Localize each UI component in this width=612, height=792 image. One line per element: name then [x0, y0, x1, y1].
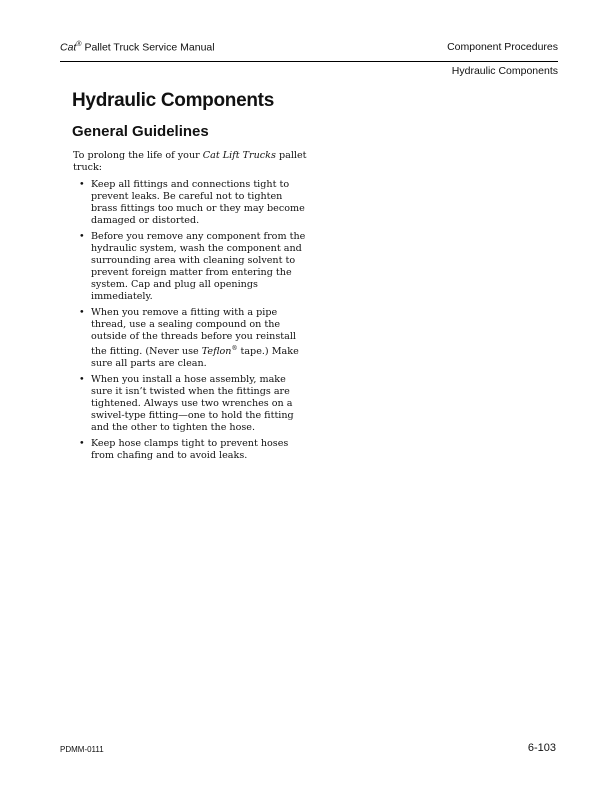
- intro-text: pallet: [275, 150, 307, 161]
- line: sure all parts are clean.: [91, 358, 207, 370]
- list-item: [73, 438, 333, 462]
- line: tightened. Always use two wrenches on a: [91, 398, 293, 410]
- line: thread, use a sealing compound on the: [91, 319, 281, 330]
- text: tape.) Make: [237, 346, 299, 358]
- registered-mark: ®: [76, 41, 82, 48]
- line: • When you install a hose assembly, make: [91, 374, 286, 386]
- section-heading: General Guidelines: [72, 123, 209, 140]
- line: brass fittings too much or they may become: [91, 203, 305, 214]
- line: • When you remove a fitting with a pipe: [91, 307, 278, 318]
- page-title: Hydraulic Components: [72, 90, 274, 111]
- intro-text: To prolong the life of your: [73, 150, 203, 161]
- document-id: PDMM-0111: [60, 745, 104, 754]
- line: system. Cap and plug all openings: [91, 279, 258, 290]
- running-header-subsection: Hydraulic Components: [451, 65, 558, 77]
- manual-title: Pallet Truck Service Manual: [84, 41, 215, 54]
- line: damaged or distorted.: [91, 215, 200, 226]
- line: • Before you remove any component from the: [91, 231, 306, 242]
- line: and the other to tighten the hose.: [91, 422, 256, 434]
- body-text: [73, 150, 333, 466]
- registered-mark: ®: [231, 345, 238, 352]
- line: hydraulic system, wash the component and: [91, 243, 302, 254]
- intro-line: [73, 150, 333, 162]
- line: [91, 343, 333, 358]
- brand-name: Teflon: [201, 346, 232, 358]
- line: surrounding area with cleaning solvent to: [91, 255, 296, 266]
- running-header-title: [60, 41, 215, 54]
- running-header-section: Component Procedures: [447, 41, 558, 53]
- list-item: [73, 231, 333, 303]
- line: • Keep hose clamps tight to prevent hoses: [91, 438, 289, 450]
- intro-line: truck:: [73, 162, 103, 173]
- line: from chafing and to avoid leaks.: [91, 450, 248, 462]
- line: outside of the threads before you reinstall: [91, 331, 296, 342]
- list-item: [73, 179, 333, 227]
- list-item: [73, 307, 333, 370]
- page-number: 6-103: [527, 742, 556, 754]
- line: prevent foreign matter from entering the: [91, 267, 292, 278]
- line: prevent leaks. Be careful not to tighten: [91, 191, 283, 202]
- header-rule: [60, 61, 558, 62]
- line: immediately.: [91, 291, 153, 302]
- line: swivel-type fitting—one to hold the fitting: [91, 410, 294, 422]
- text: the fitting. (Never use: [91, 346, 202, 358]
- line: sure it isn’t twisted when the fittings are: [91, 386, 290, 398]
- guidelines-list: [73, 179, 333, 462]
- brand-name: Cat Lift Trucks: [202, 150, 276, 161]
- brand: Cat: [60, 41, 77, 54]
- list-item: [73, 374, 333, 434]
- line: • Keep all fittings and connections tight to: [91, 179, 290, 190]
